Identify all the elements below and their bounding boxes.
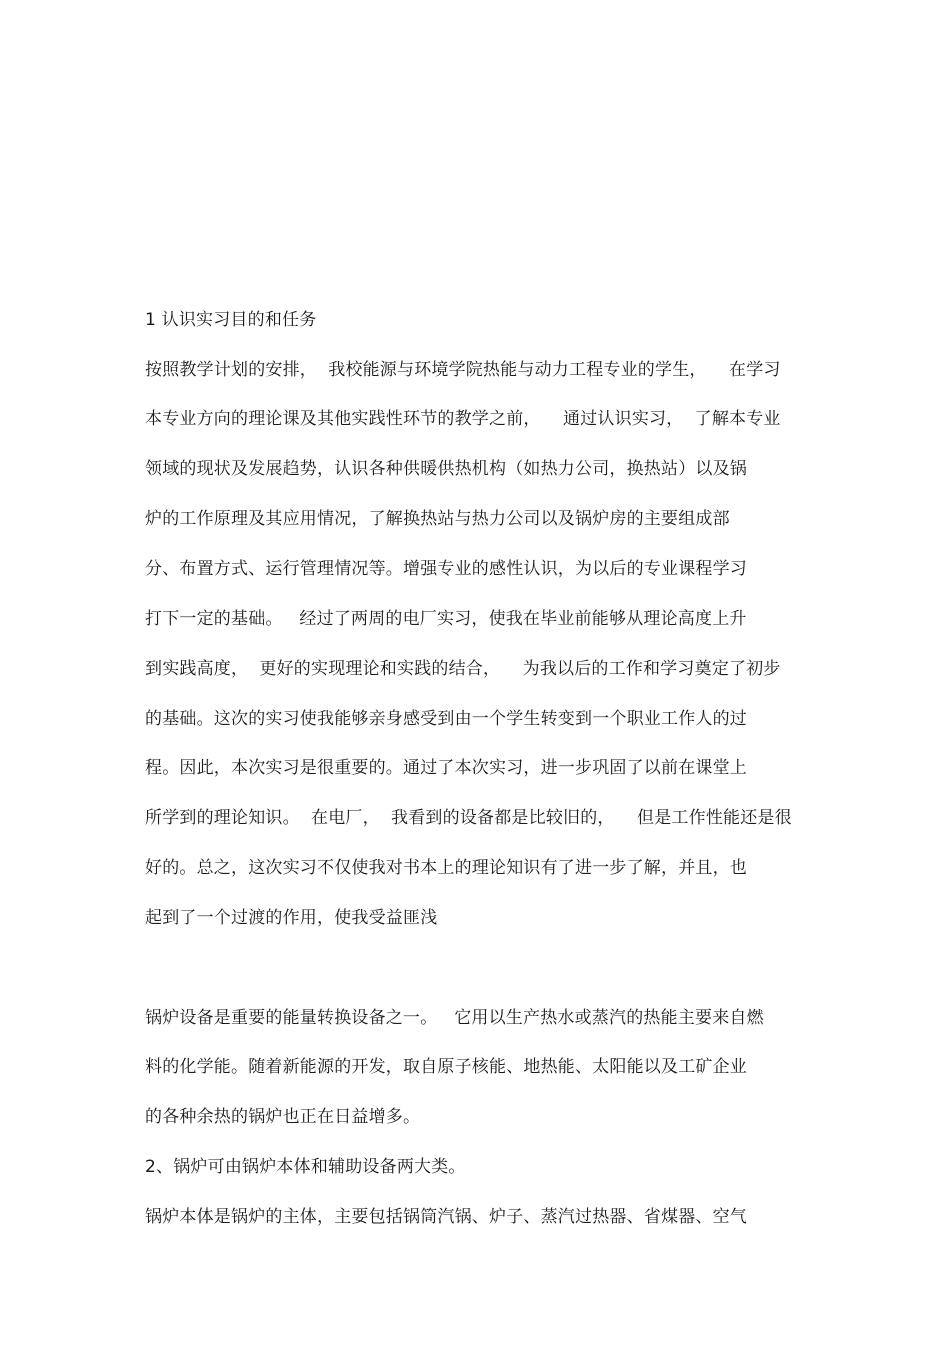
- paragraph-line: 锅炉设备是重要的能量转换设备之一。 它用以生产热水或蒸汽的热能主要来自燃: [145, 1008, 764, 1028]
- paragraph-line: 锅炉本体是锅炉的主体，主要包括锅筒汽锅、炉子、蒸汽过热器、省煤器、空气: [145, 1207, 747, 1227]
- paragraph-line: 按照教学计划的安排， 我校能源与环境学院热能与动力工程专业的学生， 在学习: [145, 360, 781, 380]
- paragraph-line: 好的。总之，这次实习不仅使我对书本上的理论知识有了进一步了解，并且，也: [145, 858, 747, 878]
- paragraph-line: 起到了一个过渡的作用，使我受益匪浅: [145, 908, 438, 928]
- paragraph-line: 打下一定的基础。 经过了两周的电厂实习，使我在毕业前能够从理论高度上升: [145, 609, 747, 629]
- paragraph-line: 料的化学能。随着新能源的开发，取自原子核能、地热能、太阳能以及工矿企业: [145, 1057, 747, 1077]
- paragraph-line: 的基础。这次的实习使我能够亲身感受到由一个学生转变到一个职业工作人的过: [145, 709, 747, 729]
- paragraph-line: 到实践高度， 更好的实现理论和实践的结合， 为我以后的工作和学习奠定了初步: [145, 659, 781, 679]
- paragraph-line: 本专业方向的理论课及其他实践性环节的教学之前， 通过认识实习， 了解本专业: [145, 409, 781, 429]
- section-heading: 2、锅炉可由锅炉本体和辅助设备两大类。: [145, 1157, 466, 1177]
- paragraph-line: 炉的工作原理及其应用情况，了解换热站与热力公司以及锅炉房的主要组成部: [145, 509, 730, 529]
- section-heading: 1 认识实习目的和任务: [145, 310, 317, 330]
- paragraph-line: 分、布置方式、运行管理情况等。增强专业的感性认识，为以后的专业课程学习: [145, 559, 747, 579]
- paragraph-line: 所学到的理论知识。 在电厂， 我看到的设备都是比较旧的， 但是工作性能还是很: [145, 808, 792, 828]
- paragraph-line: 领域的现状及发展趋势，认识各种供暖供热机构（如热力公司，换热站）以及锅: [145, 459, 747, 479]
- paragraph-line: 程。因此，本次实习是很重要的。通过了本次实习，进一步巩固了以前在课堂上: [145, 758, 747, 778]
- paragraph-line: 的各种余热的锅炉也正在日益增多。: [145, 1107, 421, 1127]
